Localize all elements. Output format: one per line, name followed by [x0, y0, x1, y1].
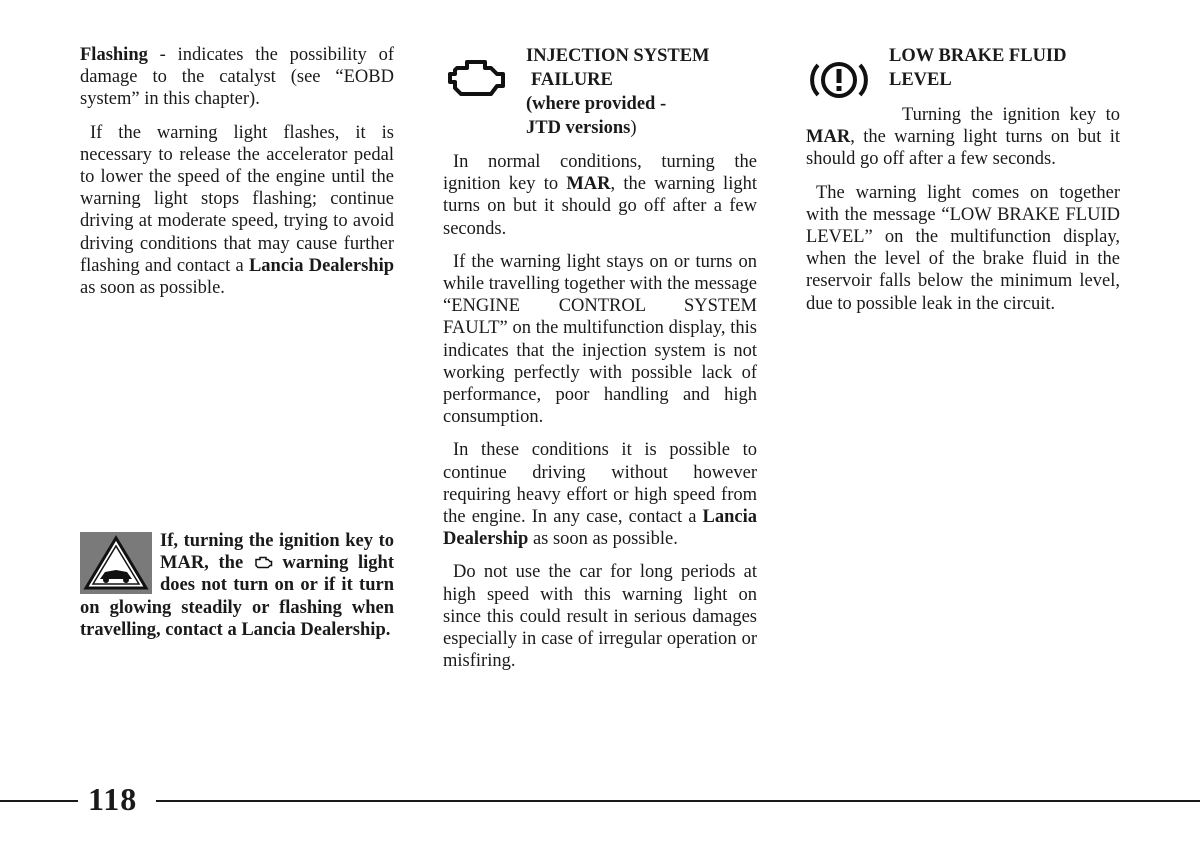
warning-note	[80, 530, 394, 641]
turning-key-paragraph	[806, 104, 1120, 171]
flashing-term: Flashing	[80, 45, 148, 65]
heading-line-4: JTD versions	[526, 118, 631, 138]
engine-icon	[447, 54, 509, 100]
page-number: 118	[88, 781, 138, 817]
comes-on-paragraph	[806, 182, 1120, 315]
normal-conditions-paragraph	[443, 151, 757, 240]
p-tail: , the warning light turns on but it should go off after a few seconds.	[806, 127, 1120, 170]
stays-on-paragraph	[443, 251, 757, 429]
flashing-instructions-tail: as soon as possible.	[80, 278, 225, 299]
flashing-text: - indicates the possibility of damage to the catalyst (see “EOBD system” in this chapter).	[80, 45, 394, 110]
p-text: Turning the ignition key to	[902, 105, 1120, 125]
p-tail: , the warning light turns on but it should go off after a few seconds.	[443, 174, 757, 239]
heading-line-3: (where provided -	[526, 94, 667, 114]
these-conditions-paragraph	[443, 439, 757, 550]
p-text: In normal conditions, turning the ignition key to	[443, 152, 757, 195]
flashing-paragraph	[80, 44, 394, 111]
flashing-instructions-text: If the warning light flashes, it is necessary to release the accelerator pedal to lower the speed of the engine until the warning light stops flashing; continue driving at moderate speed, trying to avoid driving conditions that may cause further flashing and contact a	[80, 122, 394, 276]
mar-term: MAR	[806, 127, 851, 148]
dealership-term: Lancia Dealership	[443, 507, 757, 550]
brake-warning-icon	[808, 55, 870, 105]
column-1	[80, 44, 394, 310]
brake-heading	[889, 44, 1129, 92]
p-tail: as soon as possible.	[528, 529, 678, 550]
warning-text-2: warning light does not turn on or if it turn on glowing steadily or flashing when travelling, contact a Lancia Dealership.	[80, 553, 394, 640]
column-2	[443, 151, 757, 683]
heading-line-4-close: )	[630, 118, 637, 138]
p-text: If the warning light stays on or turns on while travelling together with the message “ENGINE CONTROL SYSTEM FAULT” on the multifunction display, this indicates that the injection system is not working perfectly with possible lack of performance, poor handling and high consumption.	[443, 251, 757, 428]
engine-icon	[253, 554, 273, 570]
warning-triangle-car-icon	[80, 532, 152, 594]
mar-term: MAR	[566, 174, 611, 195]
column-3	[806, 104, 1120, 326]
injection-heading	[526, 44, 766, 140]
heading-line-2: LEVEL	[889, 70, 952, 90]
do-not-use-paragraph	[443, 561, 757, 672]
heading-line-2: FAILURE	[531, 70, 613, 90]
footer-rule-right	[156, 800, 1200, 802]
warning-text-1: If, turning the ignition key to MAR, the	[160, 531, 394, 574]
p-text: Do not use the car for long periods at high speed with this warning light on since this could result in serious damages especially in case of irregular operation or misfiring.	[443, 562, 757, 672]
footer-rule-left	[0, 800, 78, 802]
dealership-term: Lancia Dealership	[248, 255, 395, 276]
p-text: In these conditions it is possible to continue driving without however requiring heavy effort or high speed from the engine. In any case, contact a	[443, 440, 757, 528]
heading-line-1: LOW BRAKE FLUID	[889, 46, 1067, 66]
heading-line-1: INJECTION SYSTEM	[526, 46, 710, 66]
flashing-instructions-paragraph	[80, 122, 394, 300]
p-text: The warning light comes on together with the message “LOW BRAKE FLUID LEVEL” on the multifunction display, when the level of the brake fluid in the reservoir falls below the minimum level, due to possible leak in the circuit.	[806, 182, 1120, 314]
